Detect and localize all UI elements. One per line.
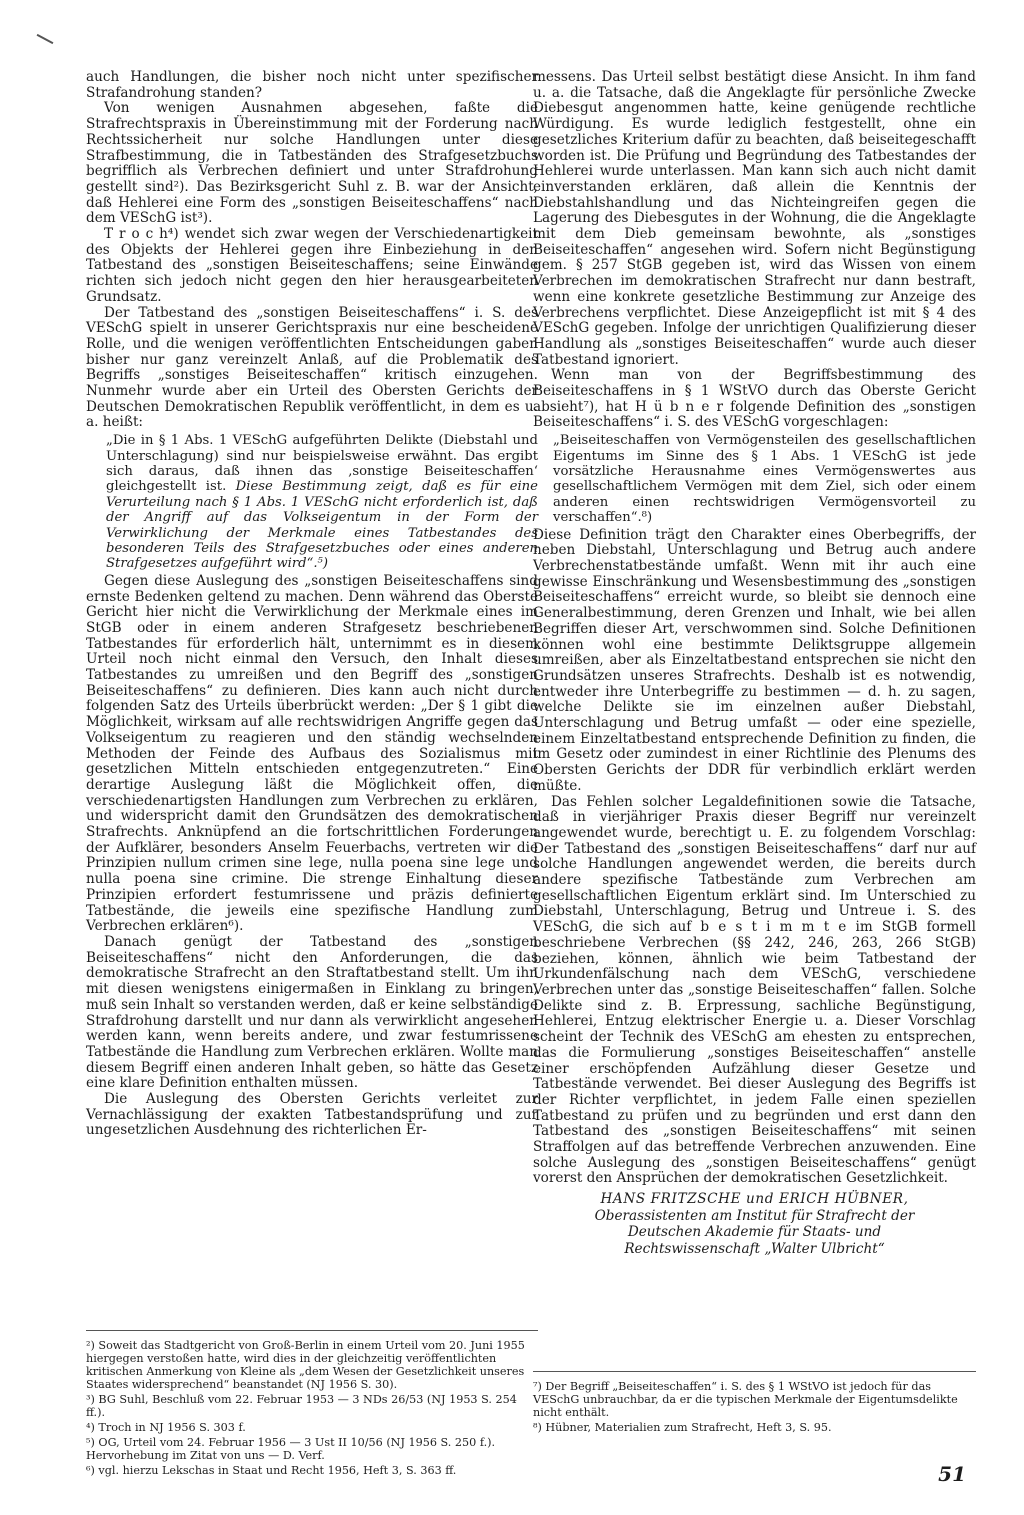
quote-plain	[106, 433, 538, 572]
author-affiliation-line: Rechtswissenschaft „Walter Ulbricht“	[624, 1240, 885, 1257]
paragraph: Von wenigen Ausnahmen abgesehen, faßte die Strafrechtspraxis in Übereinstimmung mit der Forderung nach Rechtssicherheit nur solche Handlungen unter diese Strafbestimmung, die in Tatbeständen des Strafgesetzbuchs begrifflich als Verbrechen definiert und unter Strafdrohung gestellt sind²). Das Bezirksgericht Suhl z. B. war der Ansicht, daß Hehlerei eine Form des „sonstigen Beiseiteschaffens“ nach dem VESchG ist³).	[86, 100, 538, 227]
right-column	[533, 70, 976, 1257]
left-column	[86, 70, 538, 1139]
paragraph: Das Fehlen solcher Legaldefinitionen sowie die Tatsache, daß in vierjähriger Praxis dieser Begriff nur vereinzelt angewendet wurde, berechtigt u. E. zu folgendem Vorschlag: Der Tatbestand des „sonstigen Beiseiteschaffens“ darf nur auf solche Handlungen angewendet werden, die bereits durch andere spezifische Tatbestände zum Verbrechen am gesellschaftlichen Eigentum erklärt sind. Im Unterschied zu Diebstahl, Unterschlagung, Betrug und Untreue i. S. des VESchG, die sich auf b e s t i m m t e im StGB formell beschriebene Verbrechen (§§ 242, 246, 263, 266 StGB) beziehen, können, ähnlich wie beim Tatbestand der Urkundenfälschung nach dem VESchG, verschiedene Verbrechen unter das „sonstige Beiseiteschaffen“ fallen. Solche Delikte sind z. B. Erpressung, sachliche Begünstigung, Hehlerei, Entzug elektrischer Energie u. a. Dieser Vorschlag scheint der Technik des VESchG am ehesten zu entsprechen, das die Formulierung „sonstiges Beiseiteschaffen“ anstelle einer erschöpfenden Aufzählung dieser Gesetze und Tatbestände verwendet. Bei dieser Auslegung des Begriffs ist der Richter verpflichtet, in jedem Falle einen speziellen Tatbestand zu prüfen und zu begründen und erst dann den Tatbestand des „sonstigen Beiseiteschaffens“ mit seinen Straffolgen auf das betreffende Verbrechen anzuwenden. Eine solche Auslegung des „sonstigen Beiseiteschaffens“ genügt vorerst den Ansprüchen der demokratischen Gesetzlichkeit.	[533, 793, 976, 1187]
paragraph: Diese Definition trägt den Charakter eines Oberbegriffs, der neben Diebstahl, Unterschlagung und Betrug auch andere Verbrechenstatbestände umfaßt. Wenn mit ihr auch eine gewisse Einschränkung und Wesensbestimmung des „sonstigen Beiseiteschaffens“ erreicht wurde, so bleibt sie dennoch eine Generalbestimmung, deren Grenzen und Inhalt, wie bei allen Begriffen dieser Art, verschwommen sind. Solche Definitionen können wohl eine bestimmte Deliktsgruppe allgemein umreißen, aber als Einzeltatbestand entsprechen sie nicht den Grundsätzen unseres Strafrechts. Deshalb ist es notwendig, entweder ihre Unterbegriffe zu bestimmen — d. h. zu sagen, welche Delikte sie im einzelnen außer Diebstahl, Unterschlagung und Betrug umfaßt — oder eine spezielle, einem Einzeltatbestand entsprechende Definition zu finden, die im Gesetz oder zumindest in einer Richtlinie des Plenums des Obersten Gerichts der DDR für verbindlich erklärt werden müßte.	[533, 526, 976, 794]
paragraph: auch Handlungen, die bisher noch nicht unter spezifischer Strafandrohung standen?	[86, 69, 538, 101]
footnotes-left	[86, 1330, 538, 1479]
author-names: HANS FRITZSCHE und ERICH HÜBNER,	[600, 1191, 909, 1208]
footnotes-right	[533, 1371, 976, 1436]
quote-plain-text: „Die in § 1 Abs. 1 VESchG aufgeführten Delikte (Diebstahl und Unterschlagung) sind nur beispielsweise erwähnt. Das ergibt sich daraus, daß ihnen das ‚sonstige Beiseiteschaffen‘ gleichgestellt ist.	[106, 433, 538, 495]
quote-italic-text: Diese Bestimmung zeigt, daß es für eine Verurteilung nach § 1 Abs. 1 VESchG nicht erforderlich ist, daß der Angriff auf das Volkseigentum in der Form der Verwirklichung der Merkmale eines Tatbestandes des besonderen Teils des Strafgesetzbuches oder eines anderen Strafgesetzes aufgeführt wird“.⁵)	[106, 479, 538, 572]
footnote: ⁴) Troch in NJ 1956 S. 303 f.	[86, 1421, 246, 1434]
footnote: ⁶) vgl. hierzu Lekschas in Staat und Recht 1956, Heft 3, S. 363 ff.	[86, 1464, 457, 1477]
author-affiliation-line: Deutschen Akademie für Staats- und	[627, 1224, 882, 1241]
author-block	[533, 1191, 976, 1257]
footnote: ³) BG Suhl, Beschluß vom 22. Februar 1953 — 3 NDs 26/53 (NJ 1953 S. 254 ff.).	[86, 1393, 517, 1419]
scan-mark	[37, 34, 54, 44]
definition-quote	[553, 433, 976, 525]
footnote: ⁸) Hübner, Materialien zum Strafrecht, Heft 3, S. 95.	[533, 1421, 832, 1434]
page-number: 51	[938, 1462, 966, 1486]
footnote: ⁵) OG, Urteil vom 24. Februar 1956 — 3 Ust II 10/56 (NJ 1956 S. 250 f.). Hervorhebung im Zitat von uns — D. Verf.	[86, 1436, 496, 1462]
footnote: ²) Soweit das Stadtgericht von Groß-Berlin in einem Urteil vom 20. Juni 1955 hiergegen verstoßen hatte, wird dies in der gleichzeitig veröffentlichten kritischen Anmerkung von Kleine als „dem Wesen der Gesetzlichkeit unseres Staates widersprechend“ beanstandet (NJ 1956 S. 30).	[86, 1339, 525, 1391]
paragraph: messens. Das Urteil selbst bestätigt diese Ansicht. In ihm fand u. a. die Tatsache, daß die Angeklagte für persönliche Zwecke Diebesgut angenommen hatte, keine genügende rechtliche Würdigung. Es wurde lediglich festgestellt, ohne ein gesetzliches Kriterium dafür zu beachten, daß beiseitegeschafft worden ist. Die Prüfung und Begründung des Tatbestandes der Hehlerei wurde unterlassen. Man kann sich auch nicht damit einverstanden erklären, daß allein die Kenntnis der Diebstahlshandlung und das Nichteingreifen gegen die Lagerung des Diebesgutes in der Wohnung, die die Angeklagte mit dem Dieb gemeinsam bewohnte, als „sonstiges Beiseiteschaffen“ angesehen wird. Sofern nicht Begünstigung gem. § 257 StGB gegeben ist, wird das Wissen von einem Verbrechen im demokratischen Strafrecht nur dann bestraft, wenn eine konkrete gesetzliche Bestimmung zur Anzeige des Verbrechens verpflichtet. Diese Anzeigepflicht ist mit § 4 des VESchG gegeben. Infolge der unrichtigen Qualifizierung dieser Handlung als „sonstiges Beiseiteschaffen“ wurde auch dieser Tatbestand ignoriert.	[533, 69, 976, 368]
paragraph: Danach genügt der Tatbestand des „sonstigen Beiseiteschaffens“ nicht den Anforderungen, die das demokratische Strafrecht an den Straftatbestand stellt. Um ihn mit diesen wenigstens einigermaßen in Einklang zu bringen, muß sein Inhalt so verstanden werden, daß er keine selbständige Strafdrohung darstellt und nur dann als verwirklicht angesehen werden kann, wenn bereits andere, und zwar festumrissene Tatbestände die Handlung zum Verbrechen erklären. Wollte man diesem Begriff einen anderen Inhalt geben, so hätte das Gesetz eine klare Definition enthalten müssen.	[86, 934, 538, 1092]
paragraph: Die Auslegung des Obersten Gerichts verleitet zur Vernachlässigung der exakten Tatbestandsprüfung und zur ungesetzlichen Ausdehnung des richterlichen Er-	[86, 1091, 538, 1139]
quote-text: „Beiseiteschaffen von Vermögensteilen des gesellschaftlichen Eigentums im Sinne des § 1 Abs. 1 VESchG ist jede vorsätzliche Herausnahme eines Vermögenswertes aus gesellschaftlichem Vermögen mit dem Ziel, sich oder einem anderen einen rechtswidrigen Vermögensvorteil zu verschaffen“.⁸)	[553, 433, 976, 526]
paragraph: Gegen diese Auslegung des „sonstigen Beiseiteschaffens sind ernste Bedenken geltend zu machen. Denn während das Oberste Gericht hier nicht die Verwirklichung der Merkmale eines im StGB oder in einem anderen Strafgesetz beschriebenen Tatbestandes für erforderlich hält, unternimmt es in diesem Urteil noch nicht einmal den Versuch, den Inhalt dieses Tatbestandes zu umreißen und den Begriff des „sonstigen Beiseiteschaffens“ zu definieren. Dies kann auch nicht durch folgenden Satz des Urteils überbrückt werden: „Der § 1 gibt die Möglichkeit, wirksam auf alle rechtswidrigen Angriffe gegen das Volkseigentum zu reagieren und den ständig wechselnden Methoden der Feinde des Aufbaus des Sozialismus mit gesetzlichen Mitteln entschieden entgegenzutreten.“ Eine derartige Auslegung läßt die Möglichkeit offen, die verschiedenartigsten Handlungen zum Verbrechen zu erklären, und widerspricht damit den Grundsätzen des demokratischen Strafrechts. Anknüpfend an die fortschrittlichen Forderungen der Aufklärer, besonders Anselm Feuerbachs, vertreten wir die Prinzipien nullum crimen sine lege, nulla poena sine lege und nulla poena sine crimine. Die strenge Einhaltung dieser Prinzipien erfordert festumrissene und präzis definierte Tatbestände, die jeweils eine spezifische Handlung zum Verbrechen erklären⁶).	[86, 572, 538, 935]
court-quote	[106, 433, 538, 572]
paragraph: Wenn man von der Begriffsbestimmung des Beiseiteschaffens in § 1 WStVO durch das Oberste Gericht absieht⁷), hat H ü b n e r folgende Definition des „sonstigen Beiseiteschaffens“ i. S. des VESchG vorgeschlagen:	[533, 367, 976, 431]
footnote: ⁷) Der Begriff „Beiseiteschaffen“ i. S. des § 1 WStVO ist jedoch für das VESchG unbrauchbar, da er die typischen Merkmale der Eigentumsdelikte nicht enthält.	[533, 1380, 958, 1419]
paragraph: T r o c h⁴) wendet sich zwar wegen der Verschiedenartigkeit des Objekts der Hehlerei gegen ihre Einbeziehung in den Tatbestand des „sonstigen Beiseiteschaffens; seine Einwände richten sich jedoch nicht gegen den hier herausgearbeiteten Grundsatz.	[86, 226, 538, 305]
author-affiliation-line: Oberassistenten am Institut für Strafrecht der	[594, 1207, 915, 1224]
paragraph: Der Tatbestand des „sonstigen Beiseiteschaffens“ i. S. des VESchG spielt in unserer Gerichtspraxis nur eine bescheidene Rolle, und die wenigen veröffentlichten Entscheidungen gaben bisher nur ganz vereinzelt Anlaß, auf die Problematik des Begriffs „sonstiges Beiseiteschaffen“ kritisch einzugehen. Nunmehr wurde aber ein Urteil des Obersten Gerichts der Deutschen Demokratischen Republik veröffentlicht, in dem es u. a. heißt:	[86, 304, 538, 431]
